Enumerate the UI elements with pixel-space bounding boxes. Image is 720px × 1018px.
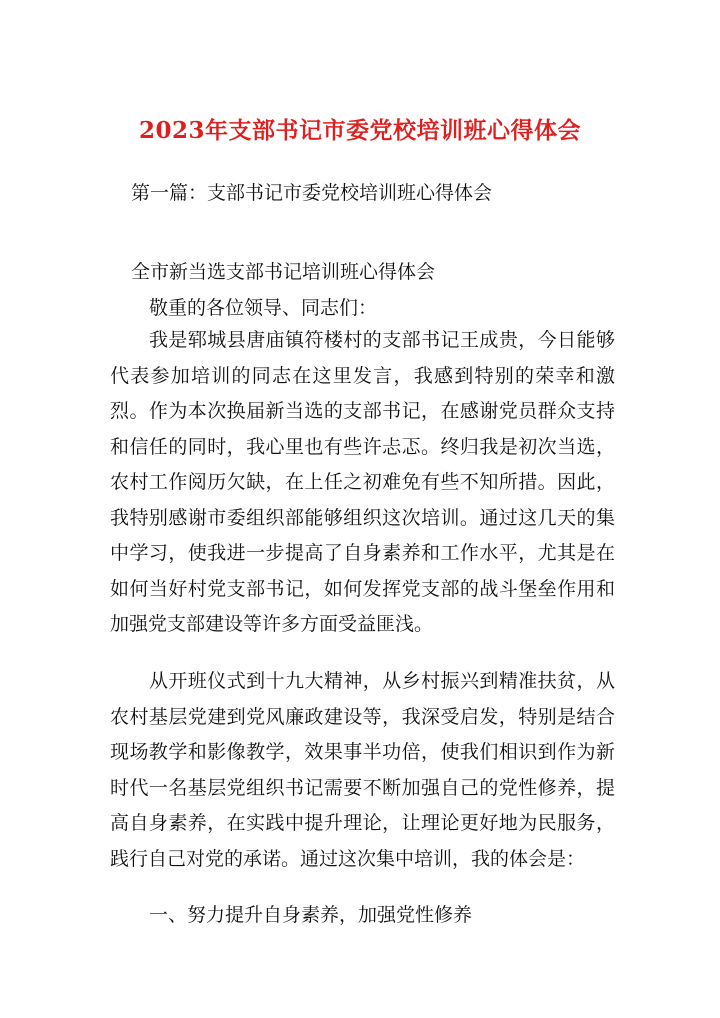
body-paragraph: 从开班仪式到十九大精神，从乡村振兴到精准扶贫，从农村基层党建到党风廉政建设等，我深受启发，特别是结合现场教学和影像教学，效果事半功倍，使我们相识到作为新时代一名基层党组织书记需要不断加强自己的党性修养，提高自身素养，在实践中提升理论，让理论更好地为民服务，践行自己对党的承诺。通过这次集中培训，我的体会是： bbox=[110, 670, 615, 870]
body-paragraph: 我是郓城县唐庙镇符楼村的支部书记王成贵，今日能够代表参加培训的同志在这里发言，我感到特别的荣幸和激烈。作为本次换届新当选的支部书记，在感谢党员群众支持和信任的同时，我心里也有些许忐忑。终归我是初次当选，农村工作阅历欠缺，在上任之初难免有些不知所措。因此，我特别感谢市委组织部能够组织这次培训。通过这几天的集中学习，使我进一步提高了自身素养和工作水平，尤其是在如何当好村党支部书记，如何发挥党支部的战斗堡垒作用和加强党支部建设等许多方面受益匪浅。 bbox=[110, 329, 615, 635]
section-heading: 一、努力提升自身素养，加强党性修养 bbox=[149, 904, 473, 926]
event-heading: 全市新当选支部书记培训班心得体会 bbox=[131, 261, 436, 283]
greeting-line: 敬重的各位领导、同志们： bbox=[149, 297, 378, 319]
document-subtitle: 第一篇：支部书记市委党校培训班心得体会 bbox=[131, 182, 493, 204]
document-title: 2023年支部书记市委党校培训班心得体会 bbox=[138, 117, 581, 144]
